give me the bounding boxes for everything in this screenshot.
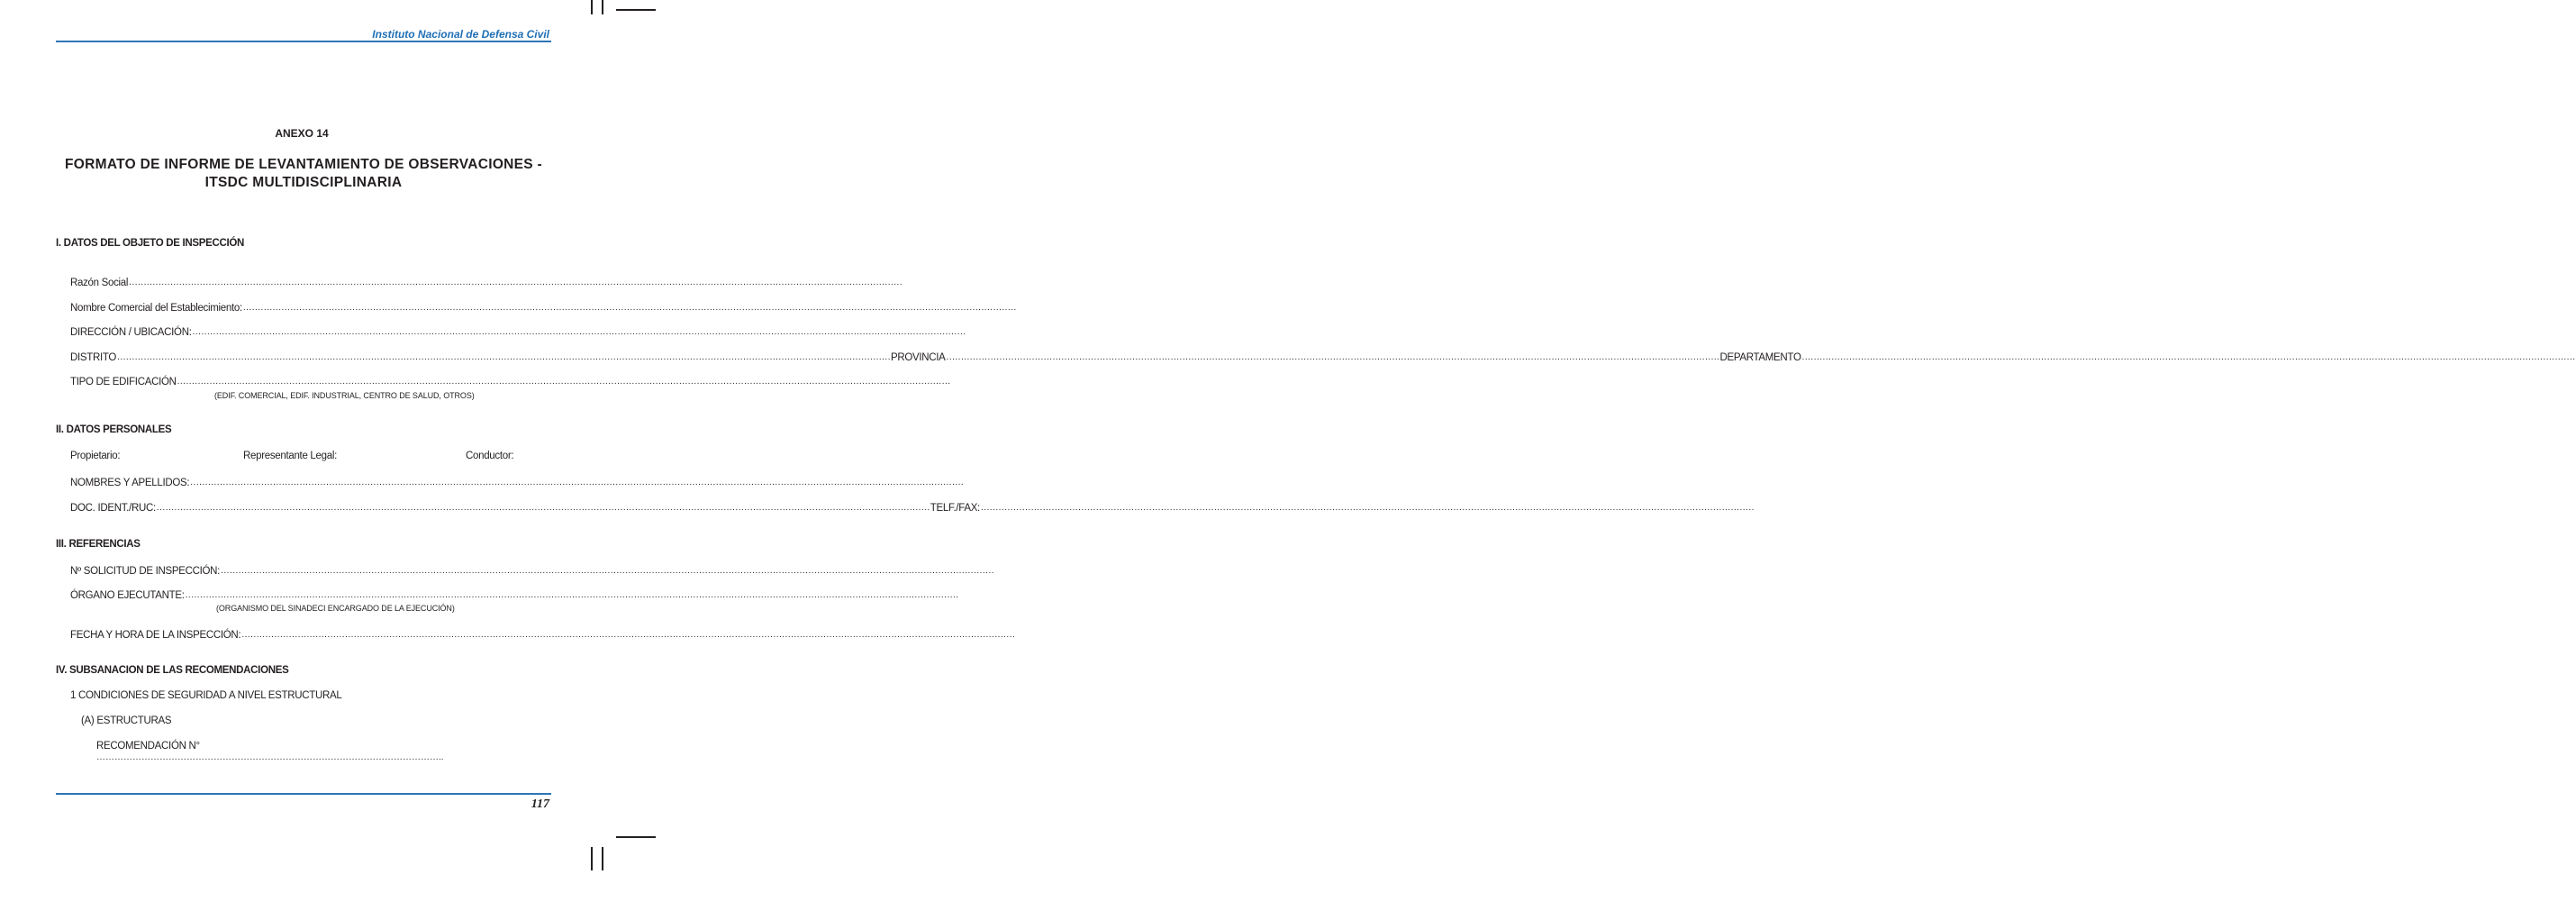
organo-label: ÓRGANO EJECUTANTE: — [70, 590, 185, 601]
crop-mark-top-left — [591, 0, 593, 14]
crop-mark-bottom-right — [602, 847, 603, 870]
telf-label: TELF./FAX: — [930, 503, 980, 514]
annex-label: ANEXO 14 — [275, 127, 329, 140]
razon-social-field[interactable] — [70, 276, 552, 288]
organo-hint: (ORGANISMO DEL SINADECI ENCARGADO DE LA EJECUCIÓN) — [216, 604, 455, 613]
crop-mark-bottom-horizontal — [616, 836, 656, 838]
nombres-label: NOMBRES Y APELLIDOS: — [70, 478, 190, 488]
representante-option[interactable]: Representante Legal: — [243, 451, 337, 461]
header-rule — [56, 41, 551, 42]
propietario-option[interactable]: Propietario: — [70, 451, 121, 461]
recomendacion-label: RECOMENDACIÓN N° — [96, 741, 200, 752]
organo-field[interactable] — [70, 588, 552, 601]
direccion-label: DIRECCIÓN / UBICACIÓN: — [70, 327, 192, 338]
conductor-option[interactable]: Conductor: — [466, 451, 514, 461]
page-number: 117 — [531, 797, 549, 811]
doc-label: DOC. IDENT./RUC: — [70, 503, 156, 514]
item-condiciones-estructural: 1 CONDICIONES DE SEGURIDAD A NIVEL ESTRUCTURAL — [70, 690, 342, 701]
doc-field[interactable] — [70, 501, 930, 514]
nombre-comercial-field[interactable] — [70, 301, 552, 314]
crop-mark-bottom-left — [591, 847, 593, 870]
footer-rule — [56, 793, 551, 795]
departamento-label: DEPARTAMENTO — [1719, 352, 1801, 363]
distrito-label: DISTRITO — [70, 352, 117, 363]
header-institution: Instituto Nacional de Defensa Civil — [372, 28, 549, 41]
section-3-heading: III. REFERENCIAS — [56, 539, 141, 550]
nombres-field[interactable] — [70, 476, 552, 488]
section-1-heading: I. DATOS DEL OBJETO DE INSPECCIÓN — [56, 238, 245, 249]
solicitud-label: Nº SOLICITUD DE INSPECCIÓN: — [70, 566, 221, 577]
doc-row — [70, 501, 980, 514]
provincia-field[interactable] — [891, 351, 1719, 363]
ubicacion-row — [70, 351, 1801, 363]
distrito-field[interactable] — [70, 351, 891, 363]
item-estructuras: (A) ESTRUCTURAS — [81, 715, 172, 726]
document-title-line1: FORMATO DE INFORME DE LEVANTAMIENTO DE OBSERVACIONES - — [64, 157, 543, 172]
tipo-edificacion-hint: (EDIF. COMERCIAL, EDIF. INDUSTRIAL, CENTRO DE SALUD, OTROS) — [214, 391, 475, 400]
crop-mark-top-horizontal — [616, 9, 656, 11]
recomendacion-dots[interactable]: …………………………………………………………………………………………………….. — [96, 752, 444, 762]
crop-mark-top-right — [602, 0, 603, 14]
solicitud-field[interactable] — [70, 564, 552, 577]
document-title-line2: ITSDC MULTIDISCIPLINARIA — [204, 175, 403, 190]
section-2-heading: II. DATOS PERSONALES — [56, 424, 172, 435]
direccion-field[interactable] — [70, 325, 552, 338]
fecha-field[interactable] — [70, 628, 552, 641]
telf-field[interactable] — [930, 501, 1755, 514]
tipo-edificacion-field[interactable] — [70, 375, 540, 387]
departamento-field[interactable] — [1719, 351, 2575, 363]
provincia-label: PROVINCIA — [890, 352, 946, 363]
fecha-label: FECHA Y HORA DE LA INSPECCIÓN: — [70, 630, 241, 641]
tipo-edificacion-label: TIPO DE EDIFICACIÓN — [70, 377, 177, 387]
section-4-heading: IV. SUBSANACION DE LAS RECOMENDACIONES — [56, 665, 289, 676]
razon-social-label: Razón Social — [70, 278, 129, 288]
nombre-comercial-label: Nombre Comercial del Establecimiento: — [70, 303, 242, 314]
